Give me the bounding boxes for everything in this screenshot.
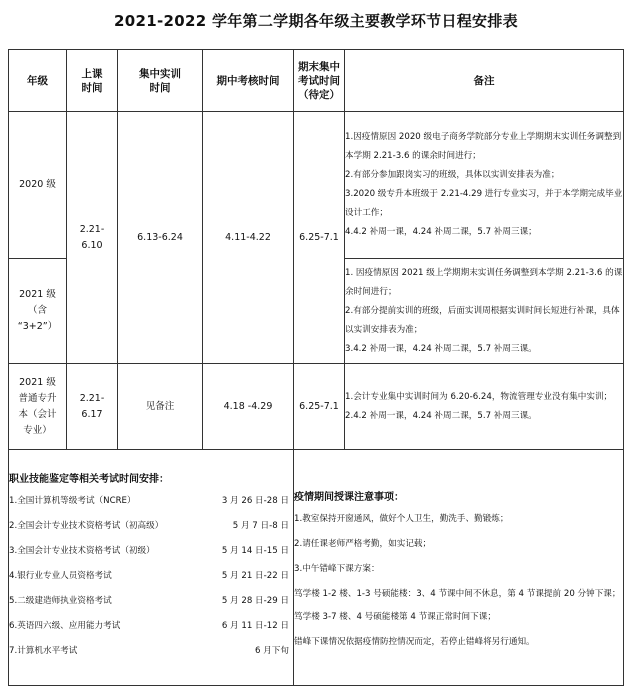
header-practice-time: 集中实训 时间: [118, 50, 203, 112]
list-item: 3.全国会计专业技术资格考试（初级） 5 月 14 日-15 日: [9, 545, 289, 556]
list-item: 5.二级建造师执业资格考试 5 月 28 日-29 日: [9, 595, 289, 606]
table-row: [9, 112, 624, 259]
list-item: 1.全国计算机等级考试（NCRE） 3 月 26 日-28 日: [9, 495, 289, 506]
notes-2021: [345, 259, 624, 364]
header-class-time: 上课 时间: [67, 50, 118, 112]
bottom-row: [9, 450, 624, 686]
schedule-table: [8, 49, 624, 686]
notes-upgrade: [345, 364, 624, 450]
grade-2021: 2021 级 （含 “3+2”）: [9, 259, 67, 364]
header-row: [9, 50, 624, 112]
header-grade: 年级: [9, 50, 67, 112]
exam-schedule-title: 职业技能鉴定等相关考试时间安排：: [9, 473, 169, 485]
class-time-upgrade: 2.21- 6.17: [67, 364, 118, 450]
pandemic-tips-panel: [294, 450, 624, 686]
final-time-upgrade: 6.25-7.1: [294, 364, 345, 450]
exam-schedule-panel: [9, 450, 294, 686]
list-item: 7.计算机水平考试 6 月下旬: [9, 645, 289, 656]
note-item: 2.有部分参加跟岗实习的班级，具体以实训安排表为准；: [345, 170, 560, 180]
list-item: 笃学楼 3-7 楼、4 号硕能楼第 4 节课正常时间下课；: [294, 612, 496, 622]
header-midterm-time: 期中考核时间: [203, 50, 294, 112]
header-final-time: 期末集中 考试时间 （待定）: [294, 50, 345, 112]
midterm-time-upgrade: 4.18 -4.29: [203, 364, 294, 450]
midterm-time-shared: 4.11-4.22: [203, 112, 294, 364]
final-time-shared: 6.25-7.1: [294, 112, 345, 364]
pandemic-tips-title: 疫情期间授课注意事项：: [294, 492, 404, 503]
note-item: 4.4.2 补周一课，4.24 补周二课，5.7 补周三课；: [345, 227, 537, 237]
grade-2020: 2020 级: [9, 112, 67, 259]
note-item: 2.4.2 补周一课，4.24 补周二课，5.7 补周三课。: [345, 410, 537, 421]
list-item: 1.教室保持开窗通风，做好个人卫生，勤洗手、勤锻炼；: [294, 514, 509, 524]
note-item: 2.有部分提前实训的班级，后面实训周根据实训时间长短进行补课，具体以实训安排表为准；: [345, 305, 620, 335]
note-item: 1.因疫情原因 2020 级电子商务学院部分专业上学期期末实训任务调整到本学期 2.21-3.6 的课余时间进行；: [345, 132, 622, 161]
practice-time-upgrade: 见备注: [118, 364, 203, 450]
list-item: 3.中午错峰下课方案：: [294, 564, 380, 574]
list-item: 6.英语四六级、应用能力考试 6 月 11 日-12 日: [9, 620, 289, 631]
practice-time-shared: 6.13-6.24: [118, 112, 203, 364]
note-item: 1. 因疫情原因 2021 级上学期期末实训任务调整到本学期 2.21-3.6 的课余时间进行；: [345, 267, 623, 297]
table-row: [9, 364, 624, 450]
list-item: 错峰下课情况依据疫情防控情况而定，若停止错峰将另行通知。: [294, 637, 535, 647]
page-title: 2021-2022 学年第二学期各年级主要教学环节日程安排表: [114, 12, 518, 30]
notes-2020: [345, 112, 624, 259]
note-item: 3.2020 级专升本班级于 2.21-4.29 进行专业实习，并于本学期完成毕业设计工作；: [345, 189, 623, 218]
list-item: 4.银行业专业人员资格考试 5 月 21 日-22 日: [9, 570, 289, 581]
header-notes: 备注: [345, 50, 624, 112]
list-item: 2.全国会计专业技术资格考试（初高级） 5 月 7 日-8 日: [9, 520, 289, 531]
grade-upgrade: 2021 级 普通专升 本（会计 专业）: [9, 364, 67, 450]
list-item: 笃学楼 1-2 楼、1-3 号硕能楼：3、4 节课中间不休息，第 4 节课提前 20 分钟下课；: [294, 589, 621, 599]
class-time-shared: 2.21- 6.10: [67, 112, 118, 364]
note-item: 3.4.2 补周一课，4.24 补周二课，5.7 补周三课。: [345, 343, 537, 354]
note-item: 1.会计专业集中实训时间为 6.20-6.24，物流管理专业没有集中实训；: [345, 391, 613, 402]
list-item: 2.请任课老师严格考勤，如实记载；: [294, 539, 432, 549]
